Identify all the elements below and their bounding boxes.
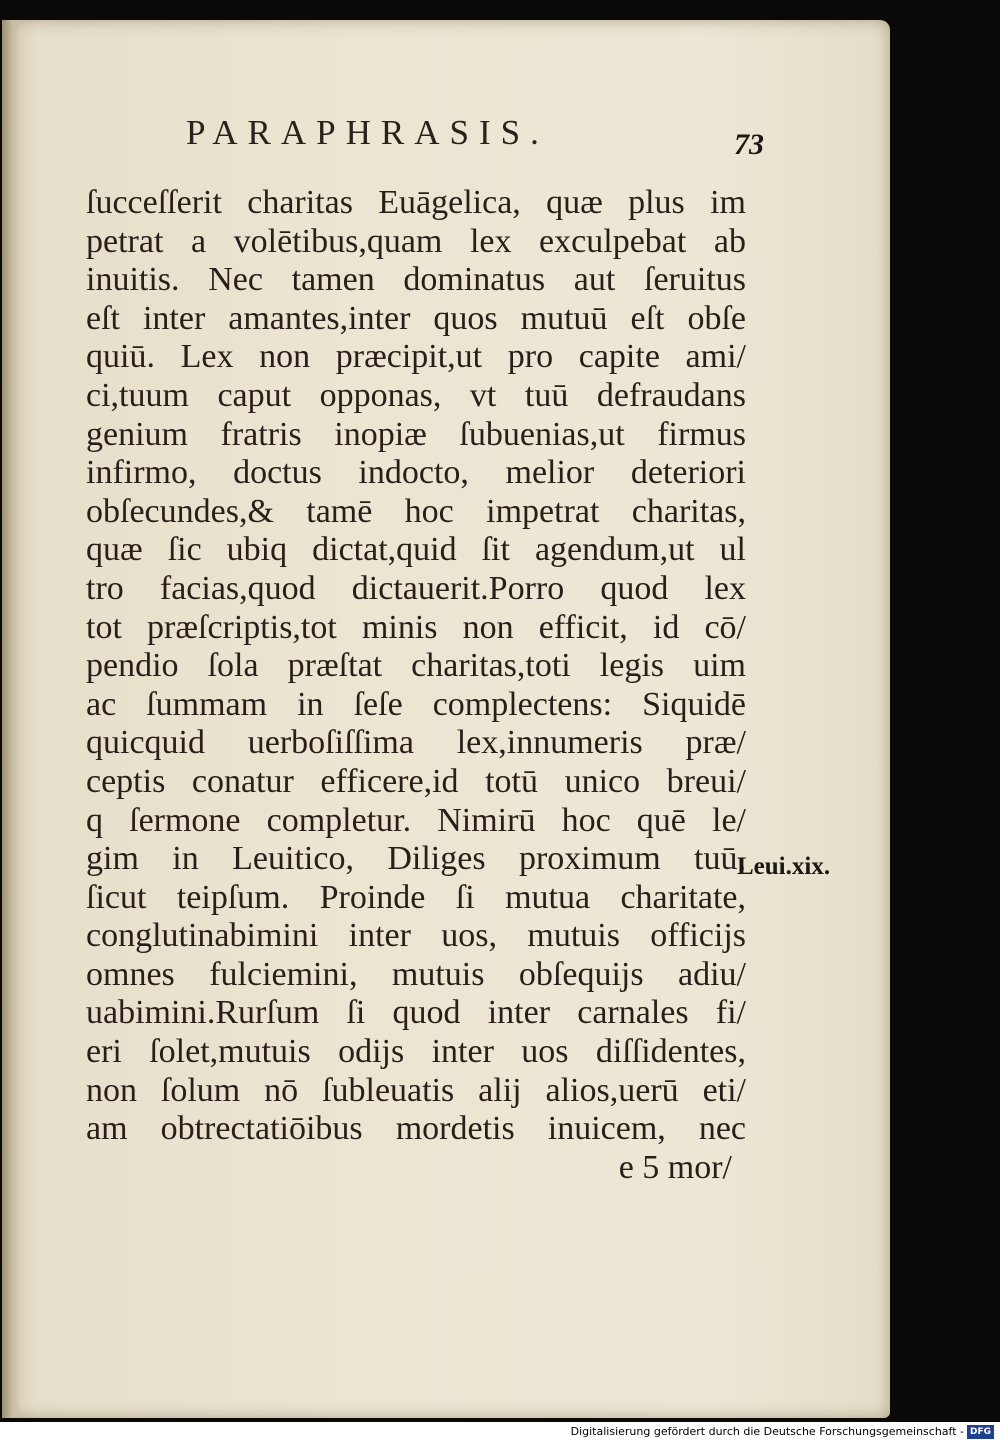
text-line: obſecundes,& tamē hoc impetrat charitas, — [86, 492, 746, 530]
text-line: petrat a volētibus,quam lex exculpebat ab — [86, 222, 746, 260]
footer-bar — [0, 1422, 1000, 1443]
text-line: quicquid uerboſiſſima lex,innumeris præ/ — [86, 724, 746, 762]
text-line: ac ſummam in ſeſe complectens: Siquidē — [86, 685, 746, 723]
text-line: ſicut teipſum. Proinde ſi mutua charitate, — [86, 878, 746, 916]
text-line: pendio ſola præſtat charitas,toti legis uim — [86, 647, 746, 685]
text-line: eſt inter amantes,inter quos mutuū eſt obſe — [86, 299, 746, 337]
text-line: infirmo, doctus indocto, melior deteriori — [86, 454, 746, 492]
text-line: genium fratris inopiæ ſubuenias,ut firmus — [86, 415, 746, 453]
text-line: inuitis. Nec tamen dominatus aut ſeruitus — [86, 261, 746, 299]
running-head: PARAPHRASIS. — [186, 113, 549, 152]
text-line: tot præſcriptis,tot minis non efficit, id cō/ — [86, 608, 746, 646]
text-line: eri ſolet,mutuis odijs inter uos diſſidentes, — [86, 1033, 746, 1071]
text-line: tro facias,quod dictauerit.Porro quod lex — [86, 569, 746, 607]
footer-credit: Digitalisierung gefördert durch die Deutsche Forschungsgemeinschaft - — [570, 1425, 964, 1438]
page-number: 73 — [734, 128, 764, 161]
text-line: conglutinabimini inter uos, mutuis officijs — [86, 917, 746, 955]
catchword: e 5 mor/ — [618, 1148, 732, 1186]
text-line: non ſolum nō ſubleuatis alij alios,uerū eti/ — [86, 1071, 746, 1109]
marginal-note: Leui.xix. — [737, 853, 831, 880]
body-text — [86, 184, 746, 1187]
text-line: ci,tuum caput opponas, vt tuū defraudans — [86, 376, 746, 414]
text-line: ceptis conatur efficere,id totū unico breui/ — [86, 762, 746, 800]
text-line: q ſermone completur. Nimirū hoc quē le/ — [86, 801, 746, 839]
text-line: gim in Leuitico, Diliges proximum tuū, — [86, 840, 746, 878]
text-line: quæ ſic ubiq dictat,quid ſit agendum,ut ul — [86, 531, 746, 569]
page-gutter-shadow — [2, 20, 20, 1418]
text-line: quiū. Lex non præcipit,ut pro capite ami/ — [86, 338, 746, 376]
text-line: uabimini.Rurſum ſi quod inter carnales fi/ — [86, 994, 746, 1032]
text-line: am obtrectatiōibus mordetis inuicem, nec — [86, 1110, 746, 1148]
dfg-logo-icon: DFG — [967, 1425, 994, 1439]
text-line: omnes fulciemini, mutuis obſequijs adiu/ — [86, 955, 746, 993]
text-line: ſucceſſerit charitas Euāgelica, quæ plus im — [86, 184, 746, 221]
